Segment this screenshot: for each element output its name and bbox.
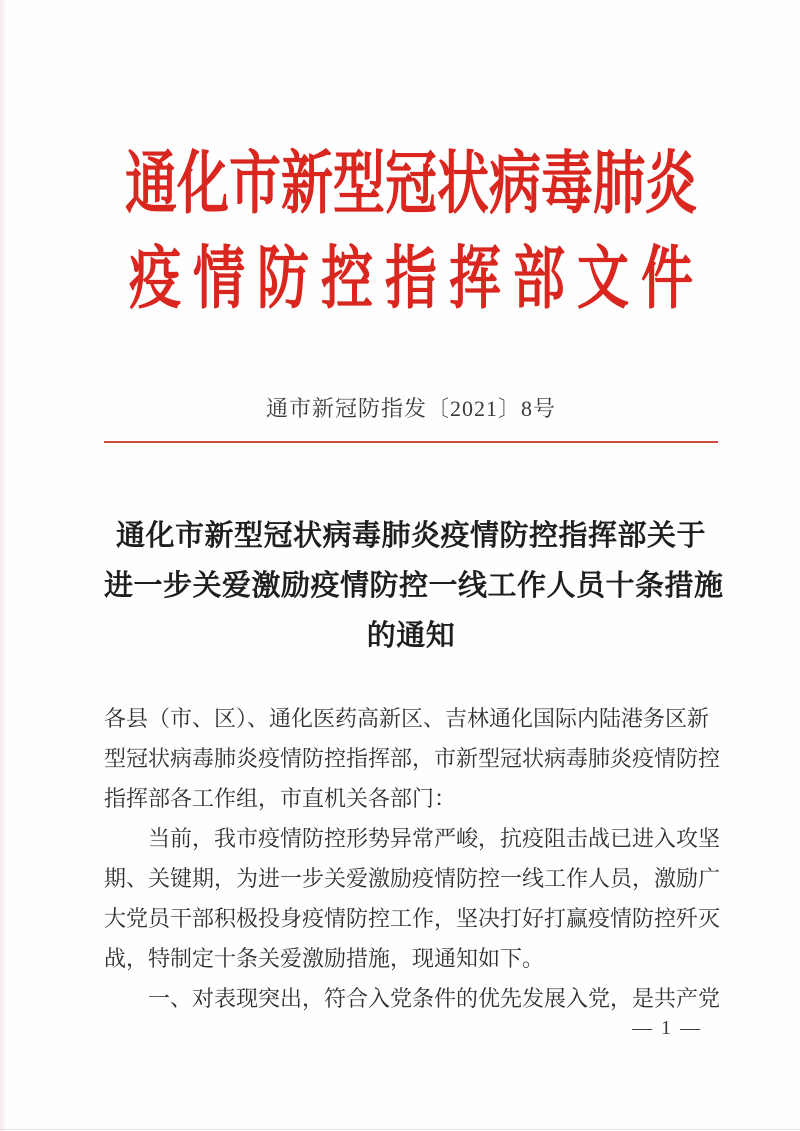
document-body-line: 指挥部各工作组，市直机关各部门： [104, 786, 457, 811]
scan-edge-artifact-left [0, 0, 7, 1131]
document-title-line: 进一步关爱激励疫情防控一线工作人员十条措施 [104, 570, 724, 602]
document-body-line: 各县（市、区）、通化医药高新区、吉林通化国际内陆港务区新 [104, 706, 710, 731]
red-divider-rule [104, 441, 718, 443]
document-title-line: 通化市新型冠状病毒肺炎疫情防控指挥部关于 [115, 520, 706, 552]
document-body-line: 大党员干部积极投身疫情防控工作，坚决打好打赢疫情防控歼灭 [104, 906, 721, 931]
document-body-line: 一、对表现突出，符合入党条件的优先发展入党，是共产党 [148, 986, 721, 1011]
document-body [104, 699, 721, 1019]
letterhead-line-2: 疫情防控指挥部文件 [128, 242, 705, 318]
letterhead-line-1: 通化市新型冠状病毒肺炎 [124, 147, 697, 223]
document-content-column [104, 0, 724, 1131]
page-number: — 1 — [632, 1017, 702, 1039]
document-body-line: 战，特制定十条关爱激励措施，现通知如下。 [104, 946, 545, 971]
document-body-line: 型冠状病毒肺炎疫情防控指挥部，市新型冠状病毒肺炎疫情防控 [104, 746, 721, 771]
document-title [104, 511, 724, 661]
document-number: 通市新冠防指发〔2021〕8号 [265, 396, 556, 421]
document-body-line: 当前，我市疫情防控形势异常严峻，抗疫阻击战已进入攻坚 [148, 826, 721, 851]
document-title-line: 的通知 [366, 620, 456, 652]
document-body-line: 期、关键期，为进一步关爱激励疫情防控一线工作人员，激励广 [104, 866, 721, 891]
